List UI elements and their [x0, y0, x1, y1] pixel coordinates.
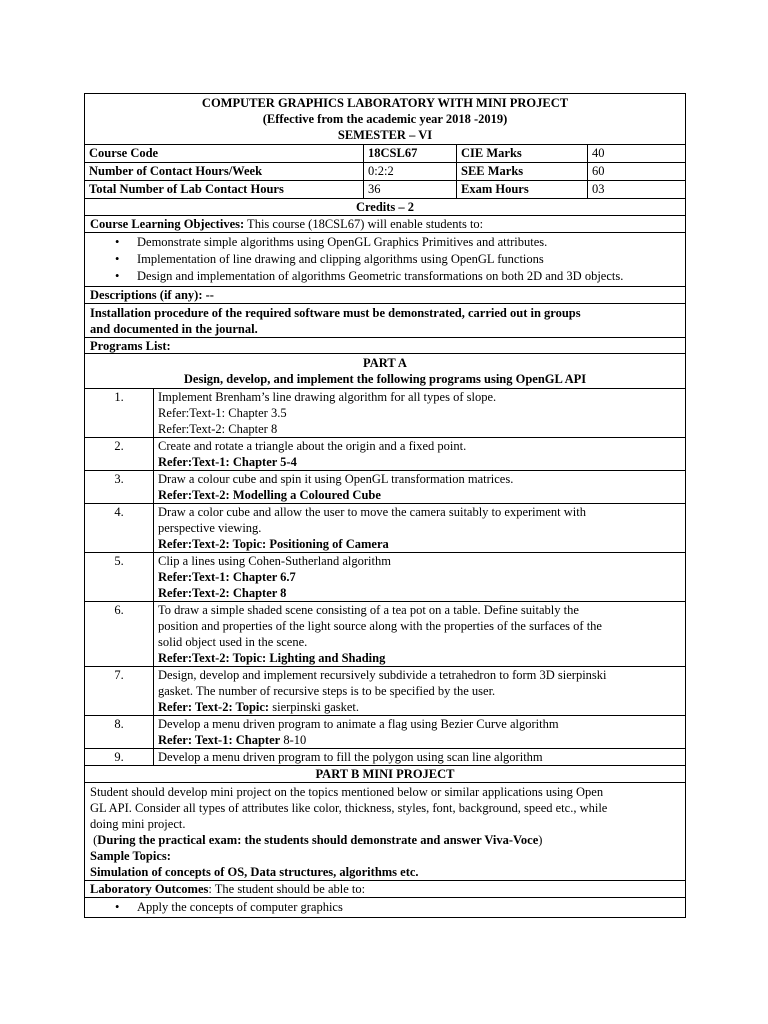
- list-item: • Design and implementation of algorithms Geometric transformations on both 2D and 3D objects.: [115, 269, 624, 283]
- program-reference: Refer:Text-1: Chapter 3.5: [158, 406, 287, 420]
- program-description: Develop a menu driven program to animate a flag using Bezier Curve algorithm: [158, 717, 559, 731]
- part-a-subtitle: Design, develop, and implement the following programs using OpenGL API: [183, 372, 587, 386]
- program-text: [154, 389, 686, 437]
- installation-line: Installation procedure of the required software must be demonstrated, carried out in groups: [90, 306, 581, 320]
- see-marks-value: 60: [592, 164, 605, 178]
- document-header: [84, 93, 686, 145]
- bullet-icon: •: [115, 235, 120, 249]
- program-description: Develop a menu driven program to fill the polygon using scan line algorithm: [158, 750, 543, 764]
- part-a-title: PART A: [363, 356, 407, 370]
- contact-hours-label: Number of Contact Hours/Week: [85, 163, 364, 180]
- program-number: 7.: [85, 667, 154, 715]
- document-title: COMPUTER GRAPHICS LABORATORY WITH MINI PROJECT: [201, 96, 569, 110]
- bullet-icon: •: [115, 900, 120, 914]
- course-info-row: [85, 145, 685, 163]
- part-b-title: PART B MINI PROJECT: [315, 767, 455, 781]
- sample-topics-label: Sample Topics:: [90, 849, 171, 863]
- program-reference: Refer:Text-2: Topic: Positioning of Camera: [158, 537, 389, 551]
- list-item: • Demonstrate simple algorithms using OpenGL Graphics Primitives and attributes.: [115, 235, 548, 249]
- sample-topic-item: Simulation of concepts of OS, Data structures, algorithms etc.: [90, 865, 419, 879]
- see-marks-label: SEE Marks: [457, 163, 588, 180]
- bullet-icon: •: [115, 252, 120, 266]
- program-description: gasket. The number of recursive steps is to be specified by the user.: [158, 684, 496, 698]
- outcomes-heading-row: [84, 881, 686, 898]
- program-row: [84, 602, 686, 667]
- program-description: position and properties of the light source along with the properties of the surfaces of the: [158, 619, 602, 633]
- programs-list-row: [84, 338, 686, 354]
- program-description: perspective viewing.: [158, 521, 262, 535]
- program-row: [84, 438, 686, 471]
- outcomes-label: Laboratory Outcomes: [90, 882, 209, 896]
- lab-hours-label: Total Number of Lab Contact Hours: [85, 181, 364, 198]
- program-reference: Refer:Text-1: Chapter 5-4: [158, 455, 297, 469]
- program-text: [154, 553, 686, 601]
- part-b-paragraph-line: Student should develop mini project on the topics mentioned below or similar applications using Open: [90, 785, 604, 799]
- program-row: [84, 389, 686, 438]
- program-row: [84, 504, 686, 553]
- cie-marks-label: CIE Marks: [457, 145, 588, 162]
- lab-hours-value: 36: [364, 181, 457, 198]
- program-reference: Refer:Text-2: Chapter 8: [158, 586, 287, 600]
- program-reference: Refer:Text-2: Chapter 8: [158, 422, 278, 436]
- program-description: Draw a color cube and allow the user to move the camera suitably to experiment with: [158, 505, 586, 519]
- program-text: [154, 504, 686, 552]
- part-b-paragraph-line: doing mini project.: [90, 817, 186, 831]
- program-text: [154, 438, 686, 470]
- program-number: 9.: [85, 749, 154, 765]
- syllabus-document: [84, 93, 686, 918]
- program-reference: Refer: Text-2: Topic: sierpinski gasket.: [158, 700, 360, 714]
- part-b-paragraph-line: GL API. Consider all types of attributes like color, thickness, styles, font, background, speed etc., while: [90, 801, 608, 815]
- program-number: 1.: [85, 389, 154, 437]
- course-code-value: 18CSL67: [364, 145, 457, 162]
- list-item: • Implementation of line drawing and clipping algorithms using OpenGL functions: [115, 252, 544, 266]
- programs-list-label: Programs List:: [90, 339, 171, 353]
- descriptions-label: Descriptions (if any): --: [90, 288, 214, 302]
- descriptions-row: [84, 287, 686, 304]
- part-b-body: [84, 783, 686, 881]
- credits-label: Credits – 2: [355, 200, 415, 214]
- program-description: solid object used in the scene.: [158, 635, 308, 649]
- program-description: Draw a colour cube and spin it using OpenGL transformation matrices.: [158, 472, 514, 486]
- program-description: Create and rotate a triangle about the origin and a fixed point.: [158, 439, 467, 453]
- program-text: [154, 602, 686, 666]
- program-row: [84, 667, 686, 716]
- program-description: Clip a lines using Cohen-Sutherland algorithm: [158, 554, 391, 568]
- part-b-heading: [84, 766, 686, 783]
- program-description: Implement Brenham’s line drawing algorithm for all types of slope.: [158, 390, 497, 404]
- program-description: To draw a simple shaded scene consisting of a tea pot on a table. Define suitably the: [158, 603, 579, 617]
- exam-note: (During the practical exam: the students should demonstrate and answer Viva-Voce): [93, 833, 543, 847]
- bullet-icon: •: [115, 269, 120, 283]
- exam-hours-label: Exam Hours: [457, 181, 588, 198]
- semester-label: SEMESTER – VI: [337, 128, 433, 142]
- exam-hours-value: 03: [592, 182, 605, 196]
- course-info-row: [85, 163, 685, 181]
- program-row: [84, 716, 686, 749]
- program-reference: Refer:Text-1: Chapter 6.7: [158, 570, 296, 584]
- program-text: [154, 749, 686, 765]
- contact-hours-value: 0:2:2: [364, 163, 457, 180]
- program-reference: Refer:Text-2: Topic: Lighting and Shading: [158, 651, 386, 665]
- list-item: • Apply the concepts of computer graphics: [115, 900, 343, 914]
- program-number: 4.: [85, 504, 154, 552]
- part-a-heading: [84, 354, 686, 389]
- program-number: 2.: [85, 438, 154, 470]
- outcomes-list: [84, 898, 686, 918]
- installation-row: [84, 304, 686, 338]
- cie-marks-value: 40: [592, 146, 605, 160]
- program-reference: Refer: Text-1: Chapter 8-10: [158, 733, 307, 747]
- program-number: 8.: [85, 716, 154, 748]
- objectives-heading-row: [84, 216, 686, 233]
- program-number: 5.: [85, 553, 154, 601]
- program-number: 3.: [85, 471, 154, 503]
- installation-line: and documented in the journal.: [90, 322, 258, 336]
- program-row: [84, 553, 686, 602]
- course-code-label: Course Code: [85, 145, 364, 162]
- program-description: Design, develop and implement recursively subdivide a tetrahedron to form 3D sierpinski: [158, 668, 607, 682]
- program-text: [154, 716, 686, 748]
- objectives-intro: This course (18CSL67) will enable students to:: [244, 217, 484, 231]
- program-reference: Refer:Text-2: Modelling a Coloured Cube: [158, 488, 381, 502]
- credits-row: [84, 199, 686, 216]
- objectives-list: [84, 233, 686, 287]
- course-info-table: [84, 145, 686, 199]
- objectives-label: Course Learning Objectives:: [90, 217, 245, 231]
- course-info-row: [85, 181, 685, 198]
- program-row: [84, 749, 686, 766]
- program-row: [84, 471, 686, 504]
- program-number: 6.: [85, 602, 154, 666]
- outcomes-intro: : The student should be able to:: [208, 882, 366, 896]
- program-text: [154, 667, 686, 715]
- program-text: [154, 471, 686, 503]
- document-subtitle: (Effective from the academic year 2018 -2019): [262, 112, 508, 126]
